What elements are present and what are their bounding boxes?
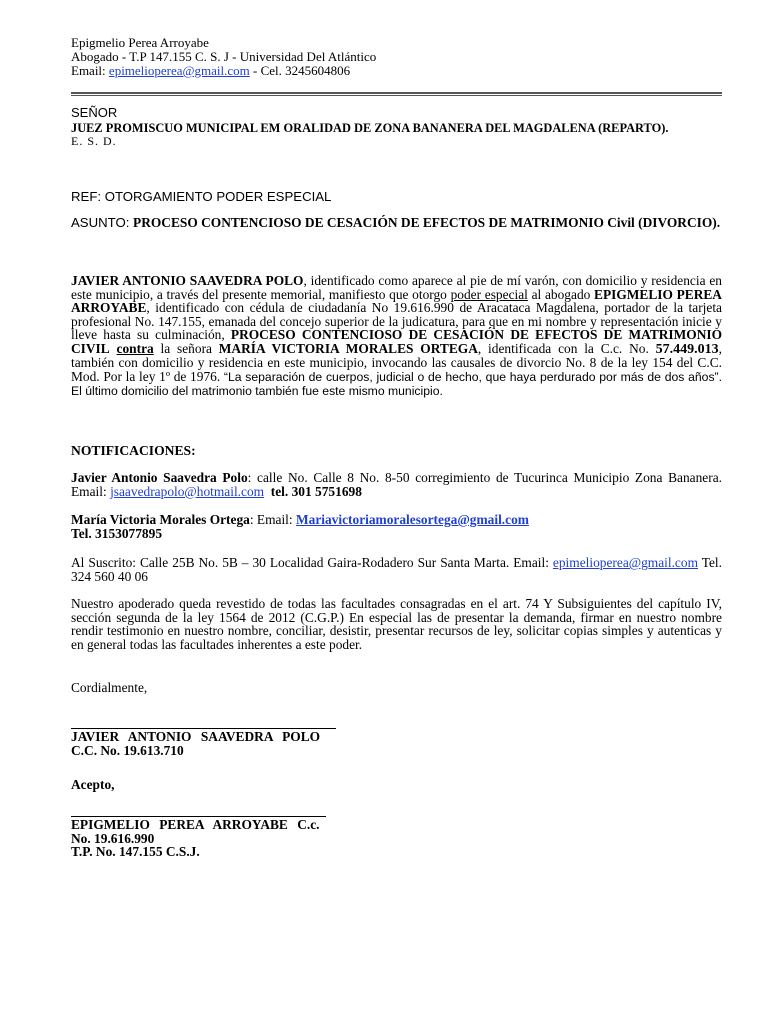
signer1-name: JAVIER ANTONIO SAAVEDRA POLO: [71, 729, 321, 744]
main-paragraph: [71, 274, 722, 399]
header-email-link[interactable]: epimelioperea@gmail.com: [108, 63, 250, 78]
closing: Cordialmente,: [71, 680, 148, 695]
body-text: [110, 341, 117, 356]
attorney-name: EPIGMELIO PEREA ARROYABE: [71, 286, 722, 315]
facultades-paragraph: Nuestro apoderado queda revestido de todas las facultades consagradas en el art. 74 Y Subsiguientes del capítulo IV, sección segunda de la ley 1564 de 2012 (C.G.P.) En especial las de presentar la demanda, firmar en nuestro nombre rendir testimonio en nuestro nombre, conciliar, desistir, presentar recursos de ley, solicitar copias simples y autenticas y en general todas las facultades inherentes a este poder.: [71, 596, 722, 652]
signature-block-attorney: [71, 816, 722, 859]
javier-phone: tel. 301 5751698: [270, 483, 362, 499]
addressee-block: [71, 106, 722, 148]
suscrito-address: Al Suscrito: Calle 25B No. 5B – 30 Localidad Gaira-Rodadero Sur Santa Marta. Email:: [71, 555, 553, 570]
signer2-name: EPIGMELIO PEREA ARROYABE C.c.: [71, 817, 320, 832]
maria-email-link[interactable]: Mariavictoriamoralesortega@gmail.com: [295, 512, 529, 527]
body-text: , identificada con la C.c. No.: [477, 340, 656, 356]
suscrito-phone: Tel. 324 560 40 06: [71, 555, 722, 584]
notif-javier-address: : calle No. Calle 8 No. 8-50 corregimiento de Tucurinca Municipio Zona Bananera. Email:: [71, 470, 722, 499]
body-text: , identificado como aparece al pie de mí varón, con domicilio y residencia en este municipio, a través del presente memorial, manifiesto que otorgo: [71, 273, 722, 302]
notif-suscrito: [71, 556, 722, 583]
reference: REF: OTORGAMIENTO PODER ESPECIAL: [71, 189, 332, 204]
respondent-id: 57.449.013: [655, 341, 719, 357]
asunto-text: PROCESO CONTENCIOSO DE CESACIÓN DE EFECTOS DE MATRIMONIO Civil (DIVORCIO).: [133, 215, 721, 230]
salutation: SEÑOR: [71, 105, 118, 120]
header-phone: - Cel. 3245604806: [249, 63, 351, 78]
notif-maria: [71, 513, 722, 540]
contact-line: [71, 64, 376, 78]
suscrito-email-link[interactable]: epimelioperea@gmail.com: [552, 555, 698, 570]
notif-javier: [71, 471, 722, 498]
signer2-tp: T.P. No. 147.155 C.S.J.: [71, 844, 200, 859]
acepto: Acepto,: [71, 777, 115, 792]
notificaciones-heading: NOTIFICACIONES:: [71, 443, 196, 458]
notif-maria-label: : Email:: [249, 512, 296, 527]
lawyer-title: Abogado - T.P 147.155 C. S. J - Universidad Del Atlántico: [71, 49, 377, 64]
body-text: El último domicilio del matrimonio también fue este mismo municipio.: [71, 384, 443, 398]
respondent-name: MARÍA VICTORIA MORALES ORTEGA: [218, 340, 478, 356]
legal-quote: “La separación de cuerpos, judicial o de hecho, que haya perdurado por más de dos años”.: [223, 369, 722, 384]
javier-email-link[interactable]: jsaavedrapolo@hotmail.com: [110, 483, 265, 499]
body-text: al abogado: [527, 286, 595, 302]
esd: E. S. D.: [71, 133, 117, 148]
lawyer-name: Epigmelio Perea Arroyabe: [71, 35, 209, 50]
contra: contra: [116, 340, 154, 356]
header-divider: [71, 92, 722, 96]
grantor-name: JAVIER ANTONIO SAAVEDRA POLO: [71, 273, 304, 288]
notif-javier-name: Javier Antonio Saavedra Polo: [71, 470, 248, 485]
poder-especial: poder especial: [450, 286, 528, 302]
judge-name: JUEZ PROMISCUO MUNICIPAL EM ORALIDAD DE ZONA BANANERA DEL MAGDALENA (REPARTO).: [71, 120, 669, 135]
body-text: , también con domicilio y residencia en este municipio, invocando las causales de divorcio No. 8 de la ley 154 del C.C. Mod. Por la ley 1º de 1976.: [71, 340, 722, 384]
notif-maria-name: María Victoria Morales Ortega: [71, 512, 250, 527]
body-text: la señora: [153, 340, 219, 356]
signature-block-grantor: [71, 728, 722, 757]
letterhead: [71, 36, 376, 78]
signer2-id: No. 19.616.990: [71, 830, 155, 846]
process-name: PROCESO CONTENCIOSO DE CESACIÓN DE EFECTOS DE MATRIMONIO CIVIL: [71, 327, 722, 356]
email-label: Email:: [71, 63, 109, 78]
body-text: , identificado con cédula de ciudadanía No 19.616.990 de Aracataca Magdalena, portador de la tarjeta profesional No. 147.155, emanada del concejo superior de la judicatura, para que en mi nombre y representación inicie y lleve hasta su culminación,: [71, 300, 722, 342]
asunto: [71, 216, 722, 230]
signer1-id: C.C. No. 19.613.710: [71, 742, 184, 758]
asunto-label: ASUNTO:: [71, 215, 134, 230]
maria-phone: Tel. 3153077895: [71, 525, 163, 541]
